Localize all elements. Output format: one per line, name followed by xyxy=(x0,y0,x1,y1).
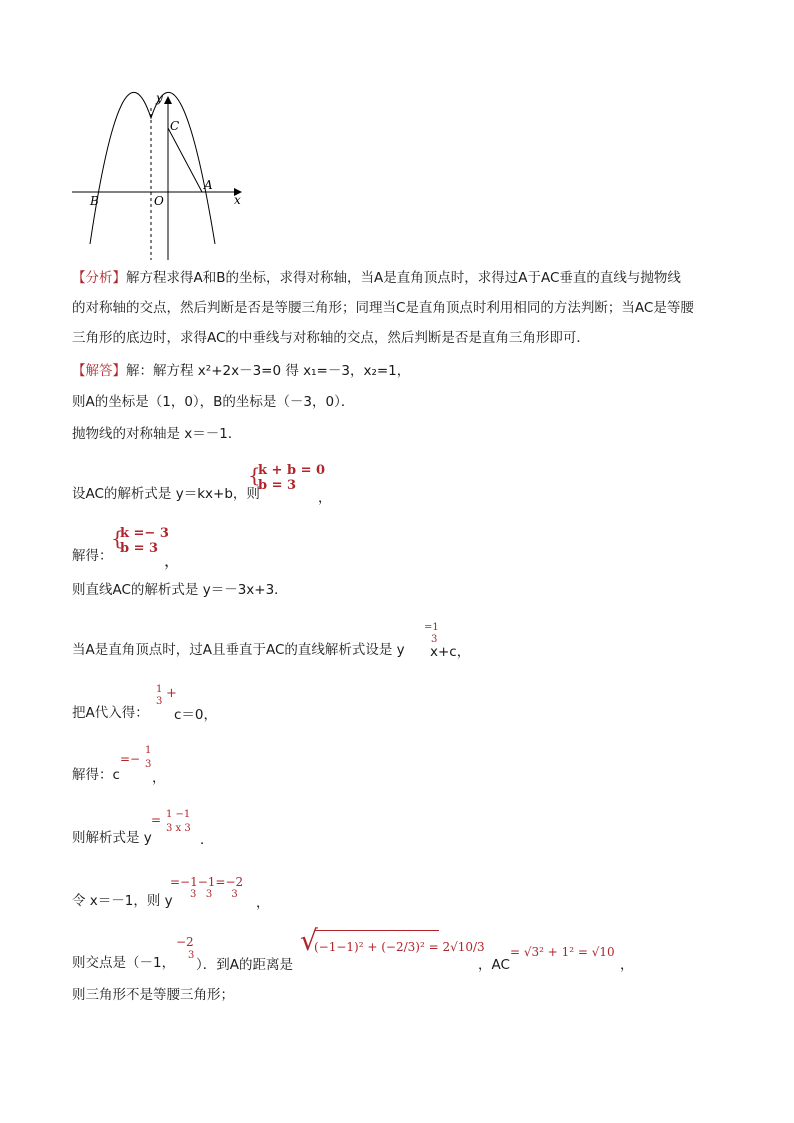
line-10-expr: = xyxy=(151,813,162,827)
system-2-eq-2: b = 3 xyxy=(120,541,159,556)
solution-line-7: 当A是直角顶点时，过A且垂直于AC的直线解析式设是 y xyxy=(72,642,405,658)
line-11-frac-bot: 3 3 3 xyxy=(190,889,238,900)
line-7-frac-bot: 3 xyxy=(431,634,438,645)
parabola-curve xyxy=(90,92,215,244)
point-c-label: C xyxy=(170,119,180,133)
line-9-post: ， xyxy=(152,770,166,786)
system-1-comma: ， xyxy=(318,490,332,506)
line-12-ac: ，AC xyxy=(478,957,510,973)
line-12-frac: −2 xyxy=(176,935,194,949)
line-8-frac-top: 1 xyxy=(156,684,163,695)
point-a-label: A xyxy=(204,178,213,192)
solution-line-13: 则三角形不是等腰三角形； xyxy=(72,987,234,1003)
solution-line-10: 则解析式是 y xyxy=(72,830,152,846)
segment-ac xyxy=(168,128,202,192)
analysis-line-1 xyxy=(72,268,681,288)
system-1-eq-1: k + b = 0 xyxy=(258,463,326,478)
line-12-frac-bot: 3 xyxy=(188,950,195,961)
solution-tag: 【解答】 xyxy=(72,363,126,379)
line-11-expr: =−1−1=−2 xyxy=(170,875,244,889)
line-8-frac-bot: 3 xyxy=(156,696,163,707)
line-11-post: ， xyxy=(256,895,270,911)
system-2-comma: ， xyxy=(164,551,181,570)
analysis-line-2: 的对称轴的交点，然后判断是否是等腰三角形；同理当C是直角顶点时利用相同的方法判断；当AC是等腰 xyxy=(72,300,694,316)
y-axis-arrow xyxy=(164,96,172,104)
line-10-post: ． xyxy=(200,832,214,848)
system-brace-2: { xyxy=(111,526,124,550)
line-10-frac-bot: 3 x 3 xyxy=(166,823,191,834)
analysis-text-1: 解方程求得A和B的坐标，求得对称轴，当A是直角顶点时，求得过A于AC垂直的直线与抛物线 xyxy=(126,270,681,286)
line-12-ac-expr: = √3² + 1² = √10 xyxy=(510,945,615,959)
line-7-post: x+c， xyxy=(430,644,471,660)
line-9-frac-bot: 3 xyxy=(145,759,152,770)
system-brace-1: { xyxy=(248,463,261,487)
line-8-plus: + xyxy=(166,686,177,701)
analysis-tag: 【分析】 xyxy=(72,270,126,286)
solution-line-1 xyxy=(72,361,410,381)
x-axis-label: x xyxy=(234,193,241,207)
solution-line-9: 解得：c xyxy=(72,767,120,783)
line-12-mid: ）．到A的距离是 xyxy=(196,957,293,973)
line-9-expr: =− xyxy=(120,752,141,766)
solution-line-3: 抛物线的对称轴是 x＝－1． xyxy=(72,426,242,442)
line-8-post: c＝0， xyxy=(174,707,218,723)
solution-line-12: 则交点是（－1， xyxy=(72,955,176,971)
parabola-graph xyxy=(66,88,246,263)
solution-line-5: 解得： xyxy=(72,548,113,564)
solution-line-8: 把A代入得： xyxy=(72,705,149,721)
point-b-label: B xyxy=(90,194,99,208)
solution-line-6: 则直线AC的解析式是 y＝－3x+3． xyxy=(72,582,288,598)
analysis-line-3: 三角形的底边时，求得AC的中垂线与对称轴的交点，然后判断是否是直角三角形即可． xyxy=(72,330,590,346)
solution-line-4: 设AC的解析式是 y＝kx+b，则 xyxy=(72,486,260,502)
line-7-frac-top: =1 xyxy=(424,622,439,633)
line-12-post: ， xyxy=(620,957,634,973)
origin-label: O xyxy=(154,194,164,208)
solution-line-11: 令 x＝－1，则 y xyxy=(72,893,173,909)
parabola-figure xyxy=(66,88,246,263)
system-2-eq-1: k =− 3 xyxy=(120,526,169,541)
line-10-frac-top: 1 −1 xyxy=(166,809,191,820)
sqrt-sign-1: √ xyxy=(300,924,318,957)
sqrt-bar-1 xyxy=(314,930,439,931)
solution-text-1: 解：解方程 x²+2x－3=0 得 x₁=－3，x₂=1， xyxy=(126,363,411,379)
line-12-sqrt: (−1−1)² + (−2/3)² = 2√10/3 xyxy=(314,940,485,954)
solution-line-2: 则A的坐标是（1，0），B的坐标是（－3，0）． xyxy=(72,394,355,410)
line-9-frac-top: 1 xyxy=(145,745,152,756)
system-1-eq-2: b = 3 xyxy=(258,478,297,493)
y-axis-label: y xyxy=(156,91,163,105)
